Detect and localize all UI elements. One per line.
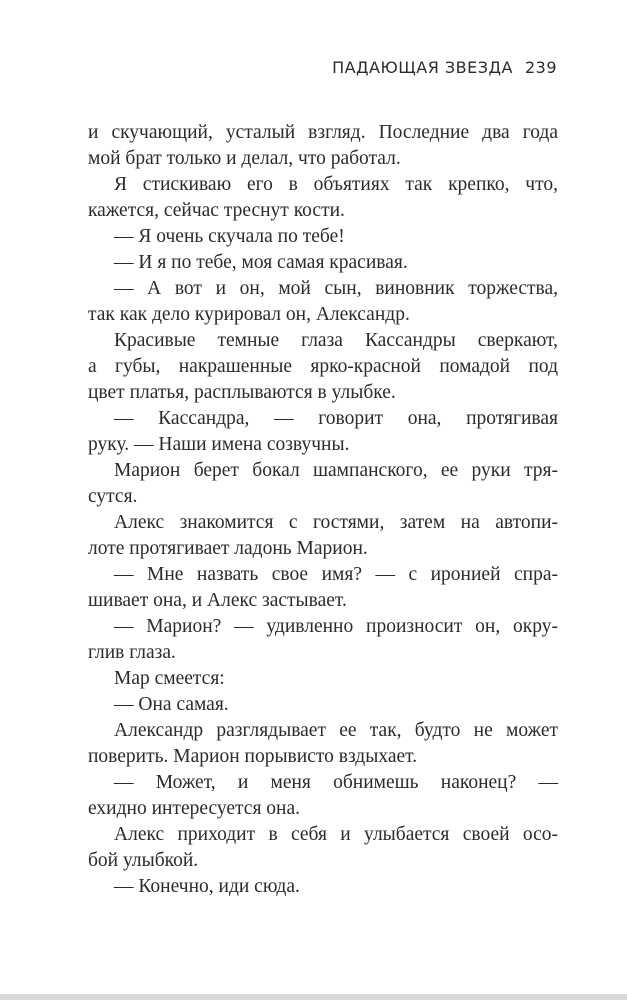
text-line: — А вот и он, мой сын, виновник торжества, xyxy=(114,278,558,299)
book-title: ПАДАЮЩАЯ ЗВЕЗДА xyxy=(332,58,513,77)
text-line: ехидно интересуется она. xyxy=(88,798,301,819)
text-line: мой брат только и делал, что работал. xyxy=(88,148,401,169)
text-line: Алекс приходит в себя и улыбается своей осо- xyxy=(114,824,558,845)
text-line: цвет платья, расплываются в улыбке. xyxy=(88,382,396,403)
text-line: так как дело курировал он, Александр. xyxy=(88,304,410,325)
text-line: — Кассандра, — говорит она, протягивая xyxy=(114,408,558,429)
text-line: Марион берет бокал шампанского, ее руки тря- xyxy=(114,460,558,481)
text-line: Алекс знакомится с гостями, затем на автопи- xyxy=(114,512,558,533)
text-line: глив глаза. xyxy=(88,642,176,663)
text-line: и скучающий, усталый взгляд. Последние два года xyxy=(88,122,558,143)
text-line: Александр разглядывает ее так, будто не может xyxy=(114,720,558,741)
text-line: — И я по тебе, моя самая красивая. xyxy=(114,252,408,273)
text-line: поверить. Марион порывисто вздыхает. xyxy=(88,746,418,767)
text-line: — Может, и меня обнимешь наконец? — xyxy=(114,772,558,793)
page-edge-band xyxy=(0,994,627,1000)
text-line: — Я очень скучала по тебе! xyxy=(114,226,345,247)
text-line: бой улыбкой. xyxy=(88,850,199,871)
text-line: Я стискиваю его в объятиях так крепко, что, xyxy=(114,174,558,195)
text-line: — Конечно, иди сюда. xyxy=(114,876,300,897)
text-line: сутся. xyxy=(88,486,138,507)
text-line: а губы, накрашенные ярко-красной помадой под xyxy=(88,356,558,377)
text-line: руку. — Наши имена созвучны. xyxy=(88,434,350,455)
text-line: кажется, сейчас треснут кости. xyxy=(88,200,345,221)
text-line: — Мне назвать свое имя? — с иронией спра- xyxy=(114,564,558,585)
page-number: 239 xyxy=(524,58,557,77)
text-line: — Она самая. xyxy=(114,694,229,715)
text-line: Красивые темные глаза Кассандры сверкают, xyxy=(114,330,558,351)
text-line: лоте протягивает ладонь Марион. xyxy=(88,538,368,559)
text-line: Мар смеется: xyxy=(114,668,225,689)
running-header xyxy=(332,58,557,77)
text-line: шивает она, и Алекс застывает. xyxy=(88,590,347,611)
text-line: — Марион? — удивленно произносит он, окру- xyxy=(114,616,558,637)
body-text xyxy=(88,120,558,900)
